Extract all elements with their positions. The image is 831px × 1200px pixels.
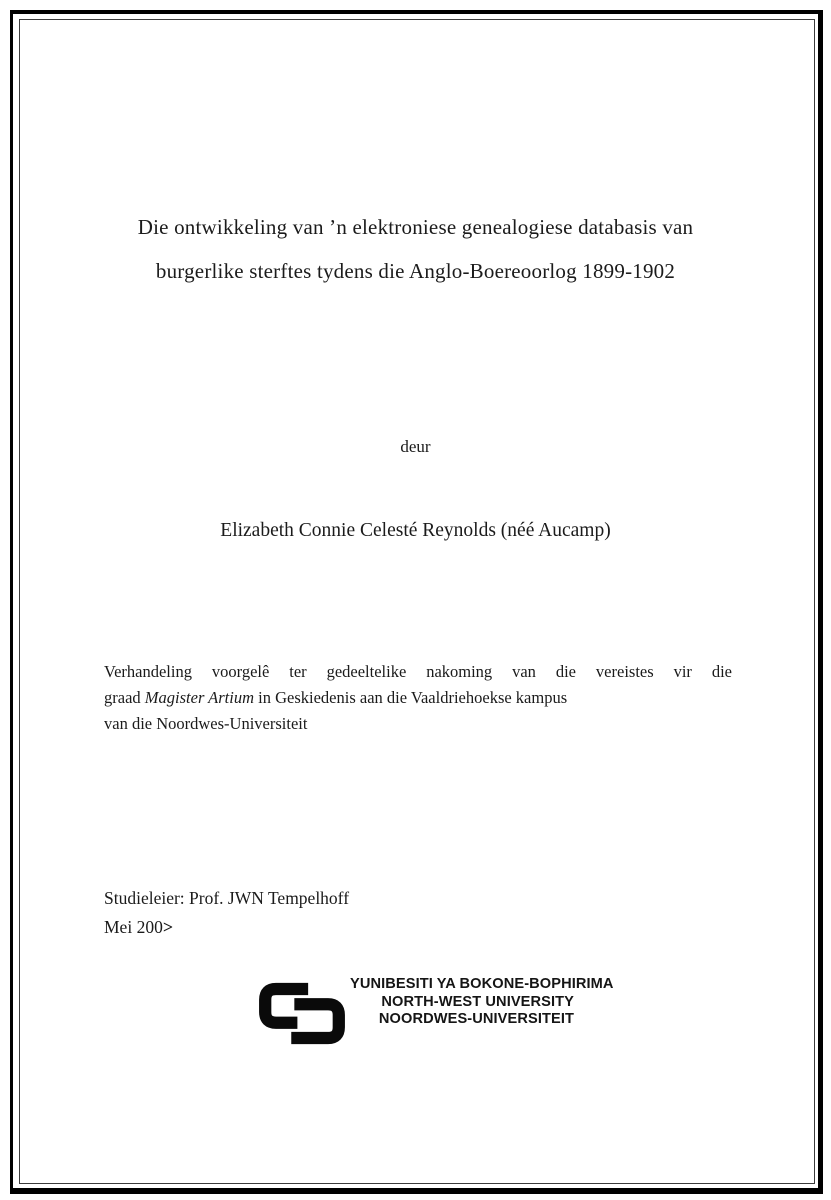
supervisor-date-block (104, 884, 349, 942)
nwu-logo-icon (256, 978, 348, 1049)
supervisor-line: Studieleier: Prof. JWN Tempelhoff (104, 888, 350, 908)
submission-statement (104, 659, 732, 737)
university-logo-text (350, 976, 614, 1029)
logo-text-setswana: YUNIBESITI YA BOKONE-BOPHIRIMA (350, 976, 614, 992)
logo-text-english: NORTH-WEST UNIVERSITY (381, 993, 574, 1010)
byline-label: deur (400, 437, 431, 456)
degree-name: Magister Artium (144, 688, 255, 707)
submission-line3: van die Noordwes-Universiteit (104, 714, 308, 733)
date-prefix: Mei 200 (104, 917, 163, 937)
submission-line2-before: graad (104, 688, 145, 707)
date-seven-glyph: > (162, 917, 173, 937)
date-line (104, 913, 349, 942)
thesis-title-line1: Die ontwikkeling van ’n elektroniese genealogiese databasis van (137, 215, 694, 239)
submission-line2 (104, 685, 732, 711)
logo-text-afrikaans: NOORDWES-UNIVERSITEIT (378, 1011, 574, 1028)
submission-line2-after: in Geskiedenis aan die Vaaldriehoekse kampus (254, 688, 568, 707)
author-name: Elizabeth Connie Celesté Reynolds (néé Aucamp) (220, 520, 611, 541)
submission-line1: Verhandeling voorgelê ter gedeeltelike nakoming van die vereistes vir die (104, 662, 732, 681)
thesis-title (0, 205, 831, 293)
thesis-title-line2: burgerlike sterftes tydens die Anglo-Boereoorlog 1899-1902 (155, 259, 676, 283)
university-logo-lockup (256, 975, 614, 1049)
